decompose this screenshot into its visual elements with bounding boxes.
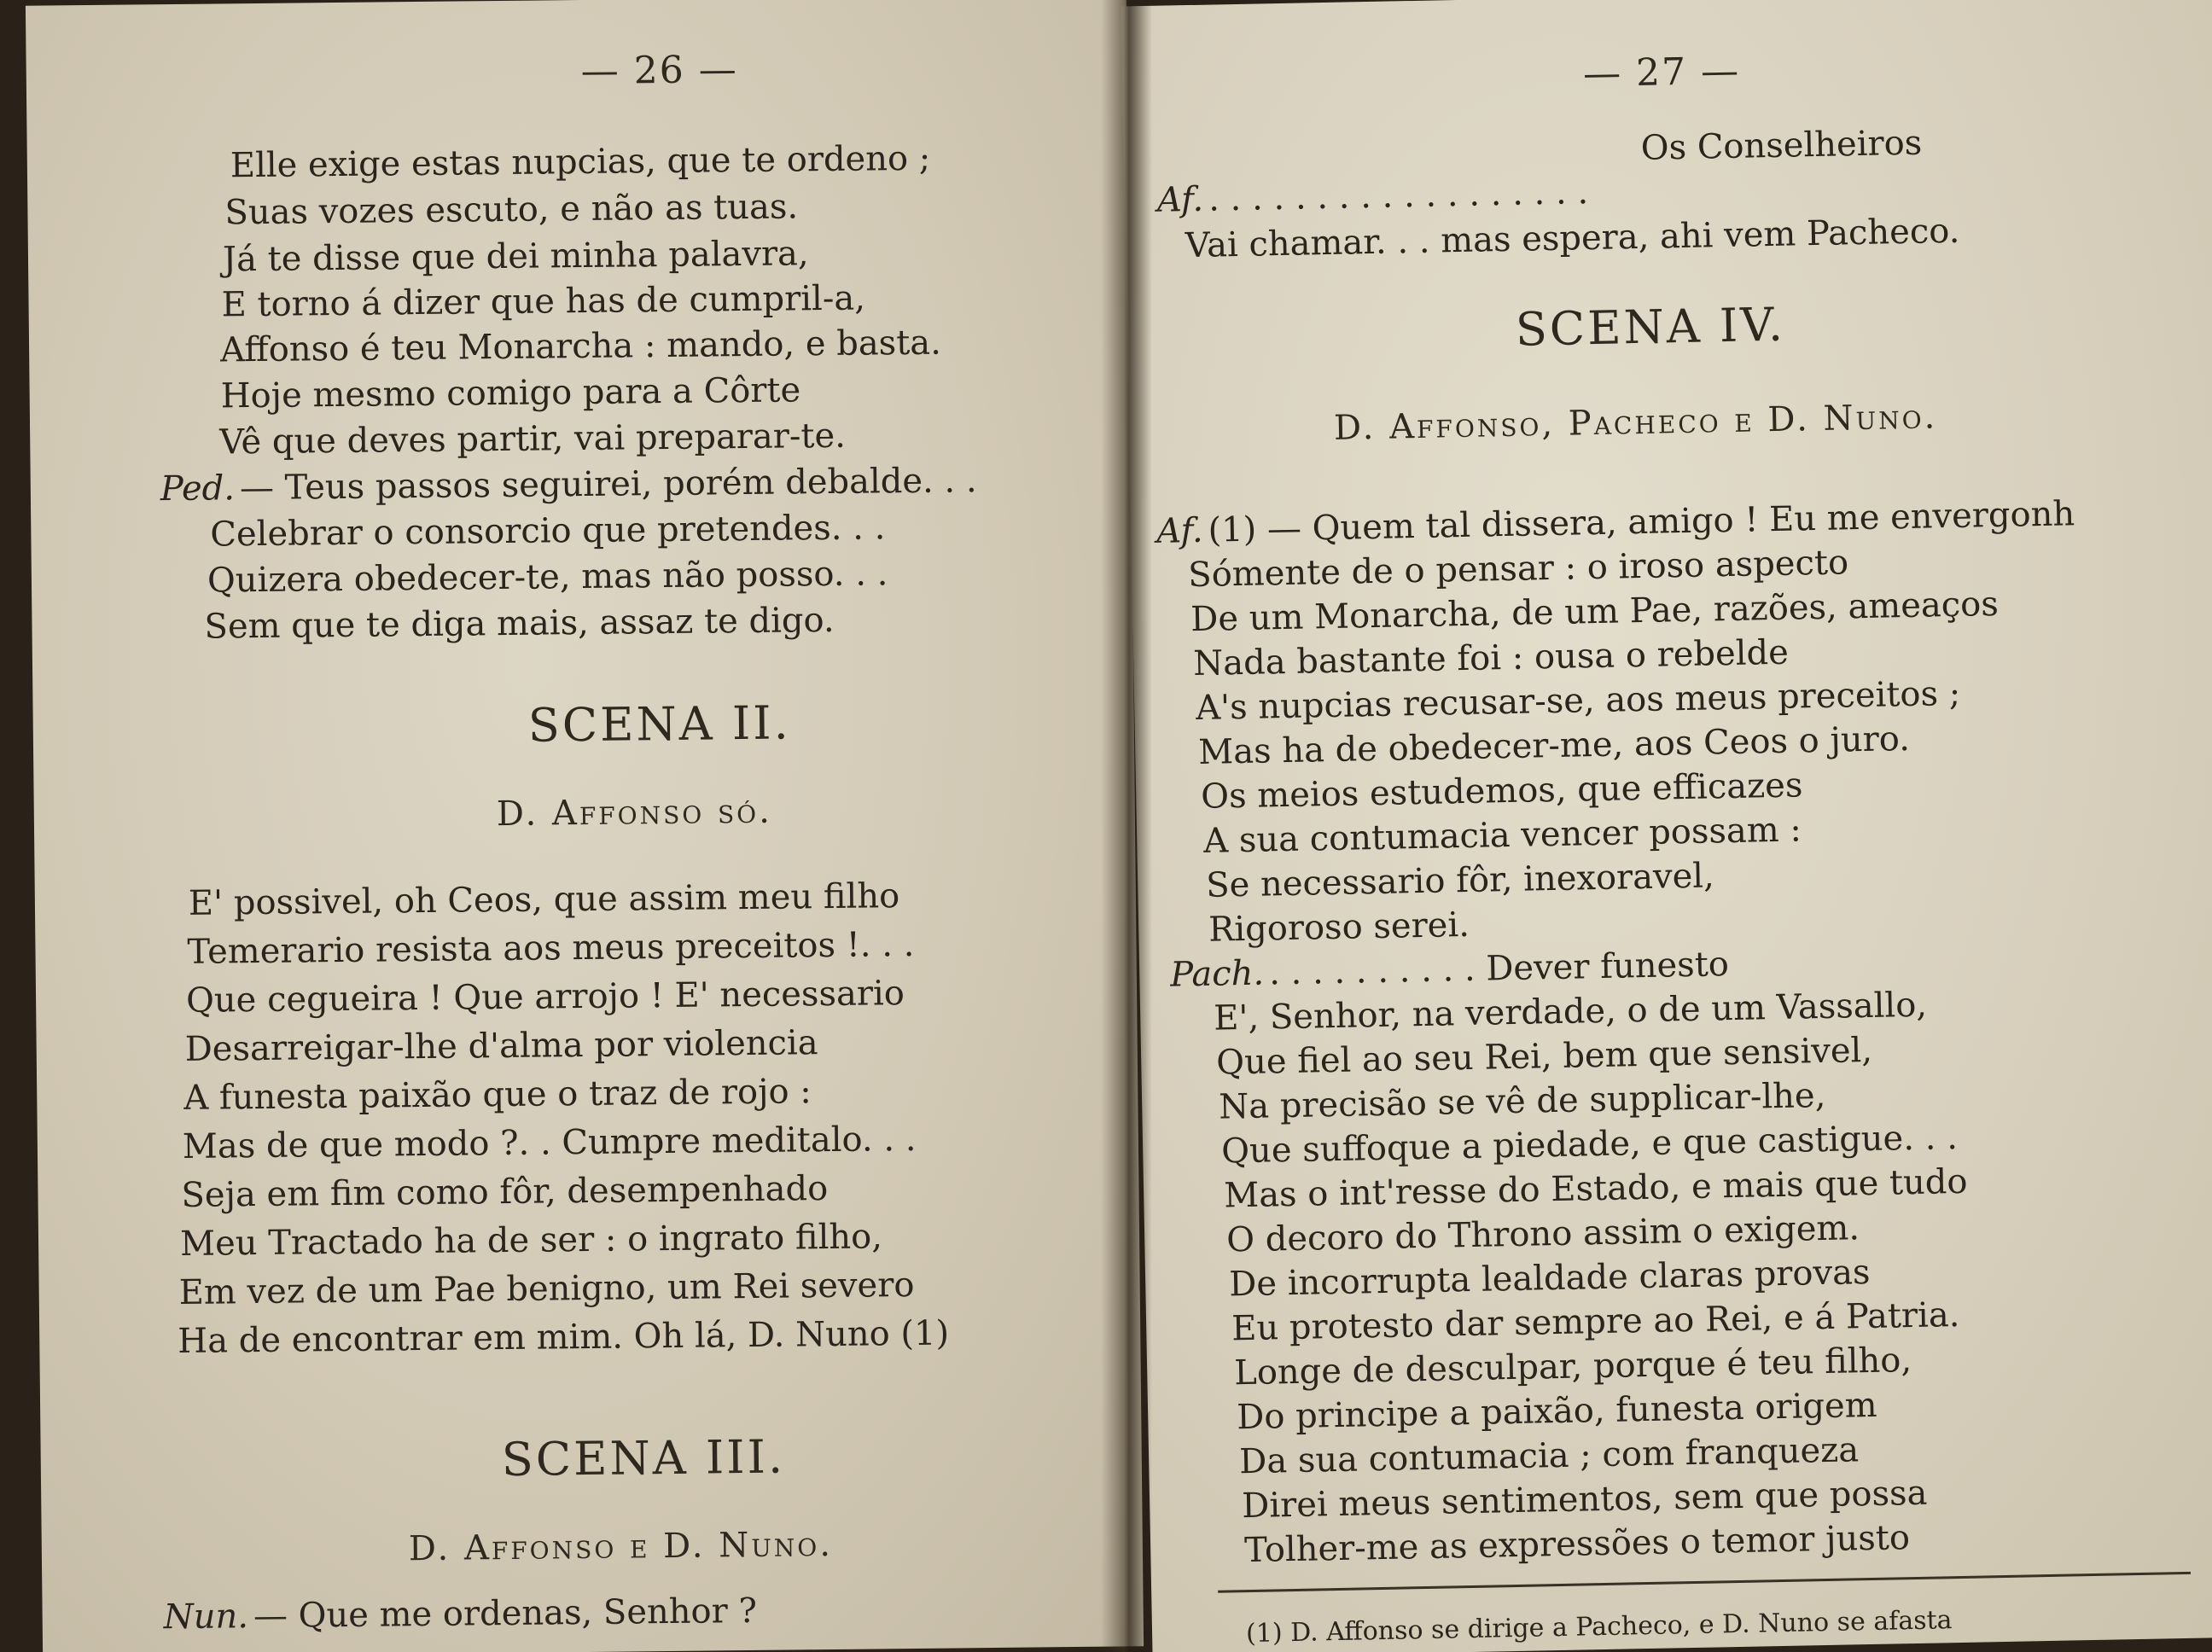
verse-line [216,278,866,325]
scene-heading: SCENA IV. [1515,297,1786,357]
scene-characters: D. Affonso, Pacheco e D. Nuno. [1333,397,1938,448]
speaker-name [1221,1221,1222,1260]
verse-text: Suas vozes escuto, e não as tuas. [224,187,799,233]
verse-text: Direi meus sentimentos, sem que possa [1241,1473,1928,1527]
verse-line [1216,1117,1959,1172]
speaker-name [1635,129,1636,168]
verse-line [1183,543,1849,596]
verse-text: A sua contumacia vencer possam : [1202,810,1802,861]
verse-line: Seja em fim como fôr, desempenhado [181,1169,829,1215]
verse-text: (1) — Quem tal dissera, amigo ! Eu me envergonh [1208,494,2075,550]
left-page [26,0,1144,1652]
verse-line [1635,123,1923,168]
verse-line [205,508,886,555]
verse-line: Que cegueira ! Que arrojo ! E' necessario [185,974,905,1021]
verse-line [225,138,931,186]
verse-line [1214,1075,1826,1127]
scene-characters: D. Affonso e D. Nuno. [408,1525,834,1569]
verse-text: Do principe a paixão, funesta origem [1236,1385,1878,1438]
verse-line [1239,1518,1911,1571]
speaker-name [1193,733,1194,772]
speaker-name [1229,1353,1230,1393]
verse-line [199,600,835,647]
verse-line [214,416,847,462]
scene-characters: D. Affonso só. [496,791,773,835]
speaker-name: Pach. [1169,953,1265,995]
verse-text: Elle exige estas nupcias, que te ordeno ; [230,138,931,186]
verse-line [1226,1294,1960,1349]
verse-text: Affonso é teu Monarcha : mando, e basta. [219,323,942,370]
verse-text: Vê que deves partir, vai preparar-te. [219,416,847,462]
speaker-name [1231,1398,1232,1437]
scene-heading: SCENA III. [501,1429,786,1487]
verse-line [1180,211,1960,266]
verse-line: A funesta paixão que o traz de rojo : [183,1072,812,1118]
verse-text: Se necessario fôr, inexoravel, [1205,856,1715,905]
verse-line [1169,945,1730,995]
verse-text: Na precisão se vê de supplicar-lhe, [1218,1075,1826,1127]
verse-line [1155,494,2075,551]
page-number: — 26 — [580,48,738,93]
verse-line [1198,810,1802,861]
verse-line [1221,1208,1860,1260]
verse-text: Vai chamar. . . mas espera, ahi vem Pacheco. [1185,211,1960,266]
verse-text: E torno á dizer que has de cumpril-a, [221,278,866,325]
verse-text: Quizera obedecer-te, mas não posso. . . [207,554,888,601]
verse-text: Os Conselheiros [1640,123,1923,168]
verse-line [1237,1473,1928,1527]
verse-text: A's nupcias recusar-se, aos meus preceitos ; [1195,673,1961,729]
verse-text: Já te disse que dei minha palavra, [222,234,809,280]
page-number: — 27 — [1582,49,1741,96]
verse-line [1231,1385,1878,1438]
speaker-name [1211,1044,1212,1083]
verse-line [202,554,888,601]
speaker-name [1185,600,1186,639]
verse-line [219,187,799,233]
verse-text: Longe de desculpar, porque é teu filho, [1233,1341,1912,1393]
verse-text: Que suffoque a piedade, e que castigue. . . [1220,1117,1959,1172]
verse-line [215,323,942,370]
verse-line [1211,1030,1873,1083]
verse-text: Eu protesto dar sempre ao Rei, e á Patria. [1231,1294,1960,1349]
verse-text: De um Monarcha, de um Pae, razões, ameaços [1190,584,2000,640]
verse-line: E' possivel, oh Ceos, que assim meu filho [188,876,900,923]
verse-line [1219,1161,1968,1216]
verse-text: Mas o int'resse do Estado, e mais que tudo [1223,1161,1968,1216]
verse-text: Celebrar o consorcio que pretendes. . . [210,508,886,555]
speaker-name: Nun. [163,1597,249,1637]
speaker-name [1234,1442,1235,1481]
verse-text: Que fiel ao seu Rei, bem que sensivel, [1215,1030,1873,1083]
speaker-name [1226,1309,1227,1348]
verse-line [1224,1252,1871,1305]
verse-text: E', Senhor, na verdade, o de um Vassallo, [1213,985,1928,1038]
verse-line: Mas de que modo ?. . Cumpre meditalo. . . [182,1119,917,1166]
verse-line [160,461,977,509]
verse-line: Temerario resista aos meus preceitos !. . . [187,924,915,972]
speaker-name [1198,822,1199,861]
verse-line [1190,673,1961,729]
verse-text: Os meios estudemos, que efficazes [1200,765,1803,817]
verse-line: Desarreigar-lhe d'alma por violencia [184,1023,818,1069]
verse-line: Ha de encontrar em mim. Oh lá, D. Nuno (1) [178,1313,950,1362]
scene-heading: SCENA II. [527,695,792,753]
footnote-rule [1218,1572,2191,1593]
speaker-name [1190,689,1191,728]
speaker-name [1179,226,1180,265]
speaker-name: Af. [1156,179,1204,220]
speaker-name: Ped. [160,468,236,509]
verse-text: Mas ha de obedecer-me, aos Ceos o juro. [1197,718,1911,772]
speaker-name [1224,1265,1225,1305]
verse-text: — Que me ordenas, Senhor ? [253,1591,758,1637]
speaker-name [1208,999,1209,1038]
right-page [1121,0,2212,1652]
verse-line [1208,985,1928,1038]
verse-text: O decoro do Throno assim o exigem. [1225,1208,1860,1260]
speaker-name [1203,910,1204,950]
verse-line [215,370,801,416]
verse-text: . . . . . . . . . . . . . . . . . . [1208,172,1589,219]
verse-text: Tolher-me as expressões o temor justo [1243,1518,1911,1571]
verse-text: . . . . . . . . . . Dever funesto [1268,945,1730,993]
verse-text: Sem que te diga mais, assaz te digo. [204,600,835,647]
book-gutter [1101,0,1152,1652]
speaker-name [1188,644,1189,683]
verse-line [1196,765,1803,817]
speaker-name [1183,556,1184,595]
speaker-name [1216,1132,1217,1172]
verse-line [1185,584,2000,640]
verse-text: — Teus passos seguirei, porém debalde. . . [239,461,977,509]
verse-text: Da sua contumacia ; com franqueza [1238,1430,1860,1482]
verse-line [163,1591,758,1637]
verse-line [1203,905,1470,950]
footnote: (1) D. Affonso se dirige a Pacheco, e D. Nuno se afasta [1245,1605,1953,1649]
verse-line [1234,1430,1860,1482]
verse-line: Em vez de um Pae benigno, um Rei severo [178,1265,915,1313]
verse-line [1188,632,1790,684]
verse-line [1229,1341,1912,1393]
verse-line [218,234,809,280]
speaker-name [1201,866,1202,905]
verse-text: De incorrupta lealdade claras provas [1228,1252,1871,1305]
verse-text: Hoje mesmo comigo para a Côrte [220,370,801,416]
verse-line [1193,718,1911,772]
speaker-name: Af. [1155,510,1204,551]
verse-line [1201,858,1714,903]
verse-line: Meu Tractado ha de ser : o ingrato filho, [179,1217,883,1264]
verse-text: Rigoroso serei. [1208,905,1470,950]
speaker-name [1239,1531,1240,1570]
verse-text: Sómente de o pensar : o iroso aspecto [1187,543,1849,596]
speaker-name [1219,1177,1220,1216]
verse-line [1156,172,1589,220]
verse-text: Nada bastante foi : ousa o rebelde [1192,632,1790,684]
